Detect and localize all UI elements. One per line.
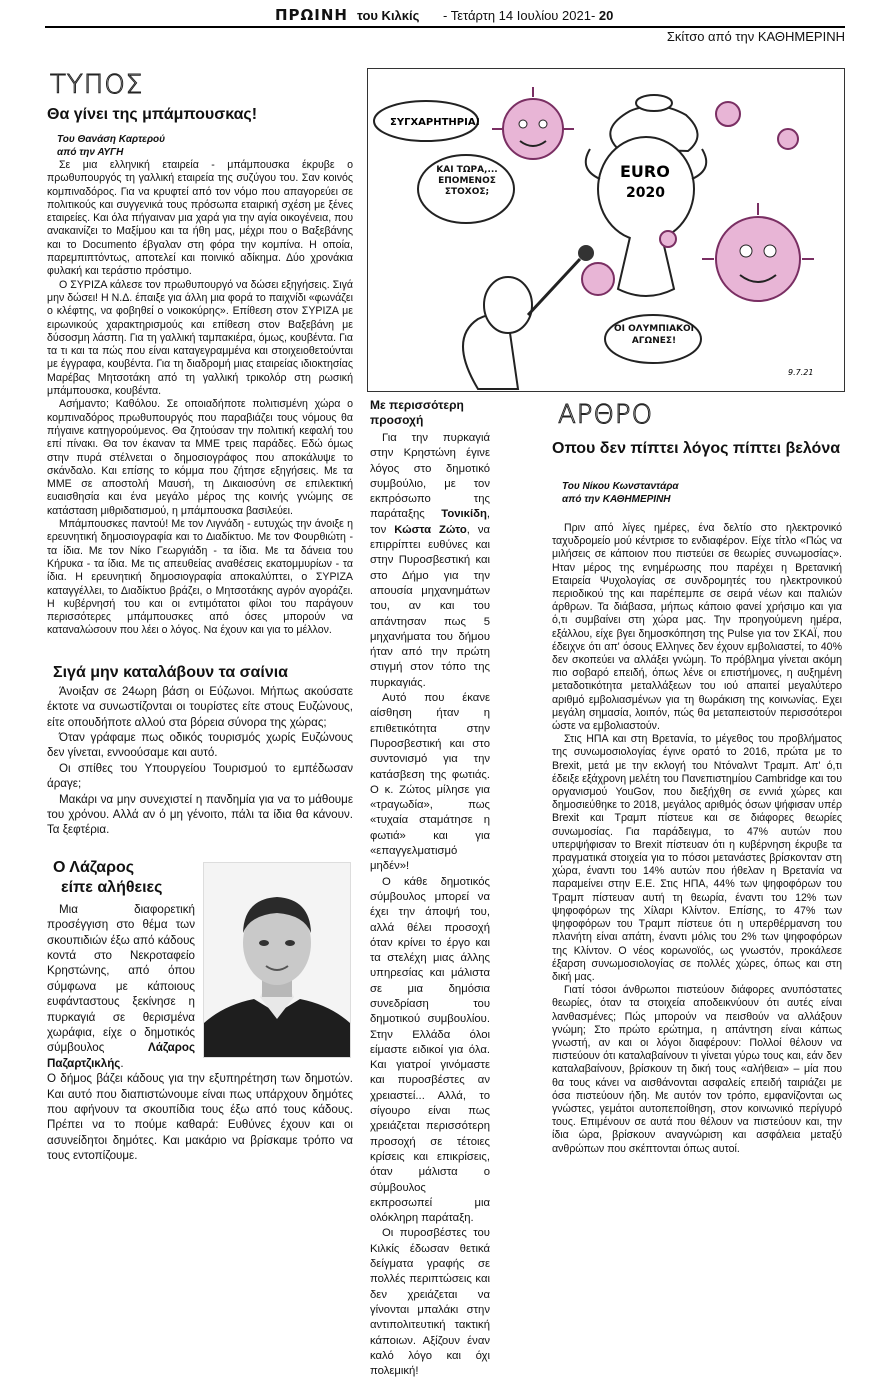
typos-byline: Του Θανάση Καρτερού από την ΑΥΓΗ	[57, 134, 166, 158]
bubble-text-next-target: ΚΑΙ ΤΩΡΑ,... ΕΠΟΜΕΝΟΣ ΣΤΟΧΟΣ;	[436, 165, 498, 197]
cartoon-drawing	[368, 69, 844, 391]
sainia-paragraph: Οι σπίθες του Υπουργείου Τουρισμού το εμπέδωσαν άραγε;	[47, 761, 353, 791]
typos-paragraph: Σε μια ελληνική εταιρεία - μπάμπουσκα έκρυβε ο πρωθυπουργός τη γαλλική εταιρεία της συζύγου του. Σαν κοινός κομπιναδόρος. Για να κρυφτεί από τον νόμο που απαγορεύει σε πολιτικούς και συγγενικά τους πρόσωπα εταιρική σχέση με ξένες εταιρείες. Και όλα πήγαιναν μια χαρά για την αγία οικογένεια, που ανακαινίζει το Μαξίμου και τα ήθη μας, μέχρι που ο Βαξεβάνης και το Documento έβγαλαν στη φόρα την κομπίνα. Η οποία, παρεμπιπτόντως, αποτελεί και ποινικό αδίκημα. Δύο χρονάκια φυλακή και τεράστιο πρόστιμο.	[47, 159, 353, 278]
trophy-text: EURO	[620, 162, 670, 181]
arthro-paragraph: Πριν από λίγες ημέρες, ένα δελτίο στο ηλεκτρονικό ταχυδρομείο μού κέντρισε το ενδιαφέρον. Είχε τίτλο «Πώς να μιλήσεις σε κάποιον που πιστεύει σε θεωρίες συνωμοσίας». Ηταν μέρος της ενημέρωσης που παρέχει η Βρετανική Εταιρεία Ψυχολογίας σε συνδρομητές του ηλεκτρονικού περιοδικού της και παρέπεμπε σε σειρά νέων και παλιών άρθρων. Τα διάβασα, μήπως κάποιο φανεί χρήσιμο και για ό,τι συμβαίνει στη χώρα μας. Την προηγούμενη ημέρα, εξάλλου, είχε βγει δημοσκόπηση της Pulse για τον ΣΚΑΪ, που έδειχνε ότι απ' όσους Ελληνες δεν έχουν εμβολιαστεί, το 40% δεν σκοπεύει να αλλάξει γνώμη. Το πρόβλημα γίνεται ακόμη πιο σοβαρό επειδή, όπως λένε οι επιστήμονες, η αυξημένη μεταδοτικότητα μεταλλάξεων του ιού απαιτεί μεγαλύτερο αριθμό εμβολιασμένων για τη θωράκιση της κοινωνίας. Εχει μεγάλη σημασία, λοιπόν, πώς θα μεταπειστούν περισσότεροι ώστε να εμβολιαστούν.	[552, 522, 842, 733]
reporter-figure	[463, 245, 594, 389]
lazaros-paragraph: Ο δήμος βάζει κάδους για την εξυπηρέτηση των δημοτών. Και αυτό που διαπιστώνουμε είναι πως υπάρχουν δημότες που αφήνουν τα σκουπίδια τους έξω από τους κάδους. Πρέπει να το πούμε καθαρά: Ευθύνες έχουν και οι ασυνείδητοι δημότες. Και μακάριο να βρίσκαμε τρόπο να τους εντοπίζουμε.	[47, 1072, 353, 1163]
prosoxi-paragraph: Για την πυρκαγιά στην Κρηστώνη έγινε λόγος στο δημοτικό συμβούλιο, με τον εκπρόσωπο της παράταξης Τονικίδη, τον Κώστα Ζώτο, να επιρρίπτει ευθύνες και στην Πυροσβεστική και στο Δήμο για την απουσία μηχανημάτων του, αν και του απάντησαν πως 5 μηχανήματα του δήμου ήταν από την πρώτη στιγμή στον τόπο της πυρκαγιάς.	[370, 432, 490, 689]
sainia-paragraph: Μακάρι να μην συνεχιστεί η πανδημία για να το μάθουμε του χρόνου. Αλλά αν ό μη γένοιτο, πάλι τα ίδια θα κάνουν. Τα ξεφτέρια.	[47, 792, 353, 837]
portrait-image	[204, 863, 350, 1057]
sainia-paragraph: Όταν γράφαμε πως οδικός τουρισμός χωρίς Ευζώνους δεν γίνεται, εννοούσαμε και αυτό.	[47, 730, 353, 760]
typos-paragraph: Ο ΣΥΡΙΖΑ κάλεσε τον πρωθυπουργό να δώσει εξηγήσεις. Σιγά μην δώσει! Η Ν.Δ. έπαιξε για άλλη μια φορά το παιχνίδι «φωνάζει ο κλέφτης, να φοβηθεί ο νοικοκύρης». Επίθεση στον ΣΥΡΙΖΑ με ειρωνικούς χαρακτηρισμούς και επίθεση στον Βαξεβάνη με δύσοσμη λάσπη. Για τη γαλλική ταμπακιέρα, όμως, κουβέντα. Για τα τι και τα πώς που είναι καταγεγραμμένα και στοιχειοθετούνται με έγγραφα, κουβέντα. Για τη διαδρομή μιας εταιρείας ιδιοκτησίας Μαρέβας Μητσοτάκη από τη γαλλική τρικολόρ στη ρωσική μπάμπουσκα, κουβέντα.	[47, 278, 353, 398]
trophy-year: 2020	[626, 185, 665, 201]
microphone-icon	[578, 245, 594, 261]
middle-column	[370, 398, 490, 1379]
typos-body	[47, 159, 353, 638]
bubble-text-olympics: ΟΙ ΟΛΥΜΠΙΑΚΟΙ ΑΓΩΝΕΣ!	[613, 324, 695, 346]
councillor-name: Λάζαρος Παζαρτζικλής	[47, 1041, 195, 1070]
typos-headline: Θα γίνει της μπάμπουσκας!	[47, 106, 258, 123]
councillor-photo	[203, 862, 351, 1058]
masthead	[45, 4, 845, 44]
bubble-text-congrats: ΣΥΓΧΑΡΗΤΗΡΙΑ!	[390, 117, 481, 128]
prosoxi-headline: Με περισσότερη προσοχή	[370, 398, 464, 427]
arthro-byline: Του Νίκου Κωνσταντάρα από την ΚΑΘΗΜΕΡΙΝΗ	[562, 481, 679, 505]
right-column	[552, 400, 842, 1156]
prosoxi-paragraph: Οι πυροσβέστες του Κιλκίς έδωσαν θετικά δείγματα γραφής σε πολλές περιπτώσεις και δεν χρειάζεται να γίνονται μπαλάκι στην αντιπολιτευτική τακτική κάποιων. Αξίζουν έναν καλό λόγο και όχι πολεμική!	[370, 1227, 490, 1378]
arthro-paragraph: Στις ΗΠΑ και στη Βρετανία, το μέγεθος του προβλήματος της συνωμοσιολογίας έγινε ορατό το 2016, πρώτα με το Brexit, μετά με την εκλογή του Ντόναλντ Τραμπ. Απ' ό,τι έδειξε εξάχρονη μελέτη του Πανεπιστημίου Cambridge και του οργανισμού YouGov, που διεξήχθη σε εννιά χώρες και δημοσιεύθηκε το 2018, μεγάλος αριθμός όσων ψήφισαν υπέρ Brexit και Τραμπ πίστευε και σε διάφορες θεωρίες συνωμοσίας. Για παράδειγμα, το 47% αυτών που υπερψήφισαν το Brexit πίστευαν ότι η κυβέρνηση έκρυβε τα πραγματικά στοιχεία για το πόσοι μετανάστες βρίσκονταν στη χώρα, έναντι του 14% αυτών που ήθελαν η Βρετανία να παραμείνει στην Ε.Ε. Στις ΗΠΑ, 44% των ψηφοφόρων του Τραμπ πίστευαν αυτή τη θεωρία, έναντι του 12% των ψηφοφόρων της Χίλαρι Κλίντον. Επίσης, το 47% των ψηφοφόρων του Τραμπ πίστευε ότι η υπερθέρμανση του πλανήτη είναι απάτη, έναντι μόλις του 2% των ψηφοφόρων της Κλίντον. Ο νέος κορωνοϊός, ως γνωστόν, προκάλεσε έξαρση συνωμοσιολογίας σε πολλές χώρες, όπως και στη δική μας.	[552, 733, 842, 983]
cartoon-credit: Σκίτσο από την ΚΑΘΗΜΕΡΙΝΗ	[666, 29, 845, 44]
page-number: 20	[598, 8, 614, 23]
lazaros-paragraph: Μια διαφορετική προσέγγιση στο θέμα των σκουπιδιών έξω από κάδους κοντά στο Νεκροταφείο Κρηστώνης, από όπου σύμφωνα με κάποιους ευφάνταστους ξεκίνησε η πυρκαγιά σε θερισμένα χωράφια, είχε ο δημοτικός σύμβουλος Λάζαρος Παζαρτζικλής.	[47, 902, 195, 1070]
prosoxi-paragraph: Αυτό που έκανε αίσθηση ήταν η επιθετικότητα στην Πυροσβεστική και στο συντονισμό για την κατάσβεση της φωτιάς. Ο κ. Ζώτος μίλησε για «τραγωδία», πως «τυχαία σταμάτησε η φωτιά» και για «επαγγελματισμό μηδέν»!	[370, 692, 490, 873]
typos-paragraph: Ασήμαντο; Καθόλου. Σε οποιαδήποτε πολιτισμένη χώρα ο κομπιναδόρος πρωθυπουργός που παραβιάζει τους νόμους θα πήγαινε κατηγορούμενος. Θα ζητούσαν την πολιτική κεφαλή του επί πίνακι. Θα τον έκαναν τα ΜΜΕ τρεις παράδες. Εδώ όμως στην πυρά στέλνεται ο δημοσιογράφος που αποκάλυψε το σκάνδαλο. Και επίσης το κόμμα που ζήτησε εξηγήσεις. Με τα ΜΜΕ σε αποστολή Μαυσή, τη Δικαιοσύνη σε επιλεκτική ευαισθησία και ένα μεγάλο μέρος της κοινής γνώμης σε κατάσταση μιθριδατισμού, η μπάμπουσκα βασιλεύει.	[47, 398, 353, 517]
arthro-paragraph: Γιατί τόσοι άνθρωποι πιστεύουν διάφορες ανυπόστατες θεωρίες, όταν τα στοιχεία αποδεικνύουν ότι αυτές είναι λανθασμένες; Πώς μπορούν να πεισθούν να αλλάξουν γνώμη; Στο πρώτο ερώτημα, η απάντηση είναι κάπως γνωστή, αν και οι λόγοι διαφέρουν: Πολλοί θέλουν να πιστεύουν ότι καταλαβαίνουν τι γίνεται γύρω τους και, εάν δεν καταλαβαίνουν, βρίσκουν τη δική τους «αλήθεια» – μία που θα τους κάνει να αισθάνονται ασφαλείς επειδή ταιριάζει με όσα πιστεύουν ήδη. Με αυτόν τον τρόπο, εμφανίζονται ως γνώστες, γεμάτοι αυτοπεποίθηση, στον κοινωνικό περίγυρό τους. Επιμένουν σε αυτά που θέλουν να πιστεύουν και, την ίδια ώρα, βρίσκουν αναγνώριση και ασφάλεια μεταξύ ανθρώπων που σκέπτονται όπως αυτοί.	[552, 984, 842, 1155]
header-rule	[45, 26, 845, 28]
section-typos: ΤΥΠΟΣ	[50, 70, 144, 100]
prosoxi-paragraph: Ο κάθε δημοτικός σύμβουλος μπορεί να έχει την άποψή του, αλλά θέλει προσοχή όταν κρίνει το έργο και τα στελέχη μιας άλλης υπηρεσίας και μάλιστα σε μια δημόσια συνεδρίαση του δημοτικού συμβουλίου. Στην Ελλάδα όλοι είμαστε ειδικοί για όλα. Και γιατροί γινόμαστε και πυροσβέστες αν χρειαστεί... Αλλά, το σίγουρο είναι πως χρειάζεται περισσότερη προσοχή σε τέτοιες κρίσεις και επικρίσεις, όταν μάλιστα ο σύμβουλος εκπροσωπεί μια ολόκληρη παράταξη.	[370, 875, 490, 1225]
lazaros-headline: Ο Λάζαρος είπε αλήθειες	[53, 858, 163, 896]
arthro-headline: Οπου δεν πίπτει λόγος πίπτει βελόνα	[552, 440, 841, 457]
section-arthro: ΑΡΘΡΟ	[558, 400, 654, 430]
newspaper-name: ΠΡΩΙΝΗ	[275, 6, 348, 24]
prosoxi-body	[370, 431, 490, 1379]
arthro-body	[552, 522, 842, 1156]
issue-date: - Τετάρτη 14 Ιουλίου 2021- 20	[443, 8, 614, 23]
newspaper-tag: του Κιλκίς	[357, 8, 420, 23]
sainia-paragraph: Άνοιξαν σε 24ωρη βάση οι Εύζωνοι. Μήπως ακούσατε έκτοτε να συνωστίζονται οι τουρίστες είτε στους Ευζώνους, είτε οπουδήποτε αλλού στα βόρεια σύνορα της χώρας;	[47, 684, 353, 729]
sainia-headline: Σιγά μην καταλάβουν τα σαίνια	[53, 663, 289, 681]
cartoon	[367, 68, 845, 392]
typos-paragraph: Μπάμπουσκες παντού! Με τον Λιγνάδη - ευτυχώς την άνοιξε η ερευνητική δημοσιογραφία και το Διαδίκτυο. Με τον Φουρθιώτη - τα ίδια. Με τον Νίκο Γεωργιάδη - τα ίδια. Με τα δάνεια του Κήρυκα - τα ίδια. Με τις απευθείας αναθέσεις εκατομμυρίων - τα ίδια. Η ερευνητική δημοσιογραφία αποκαλύπτει, ο ΣΥΡΙΖΑ καταγγέλλει, το Διαδίκτυο βράζει, ο Μητσοτάκης αγρόν αγοράζει. Η κυβέρνησή του και οι εντιμότατοι φίλοι του παράγουν περισσότερες μπάμπουσκες από όσες μπορούν να καταναλώσουν που λέει ο λόγος. Να έχουν και για το μέλλον.	[47, 518, 353, 637]
cartoon-date: 9.7.21	[788, 368, 814, 377]
sainia-body	[47, 684, 353, 838]
